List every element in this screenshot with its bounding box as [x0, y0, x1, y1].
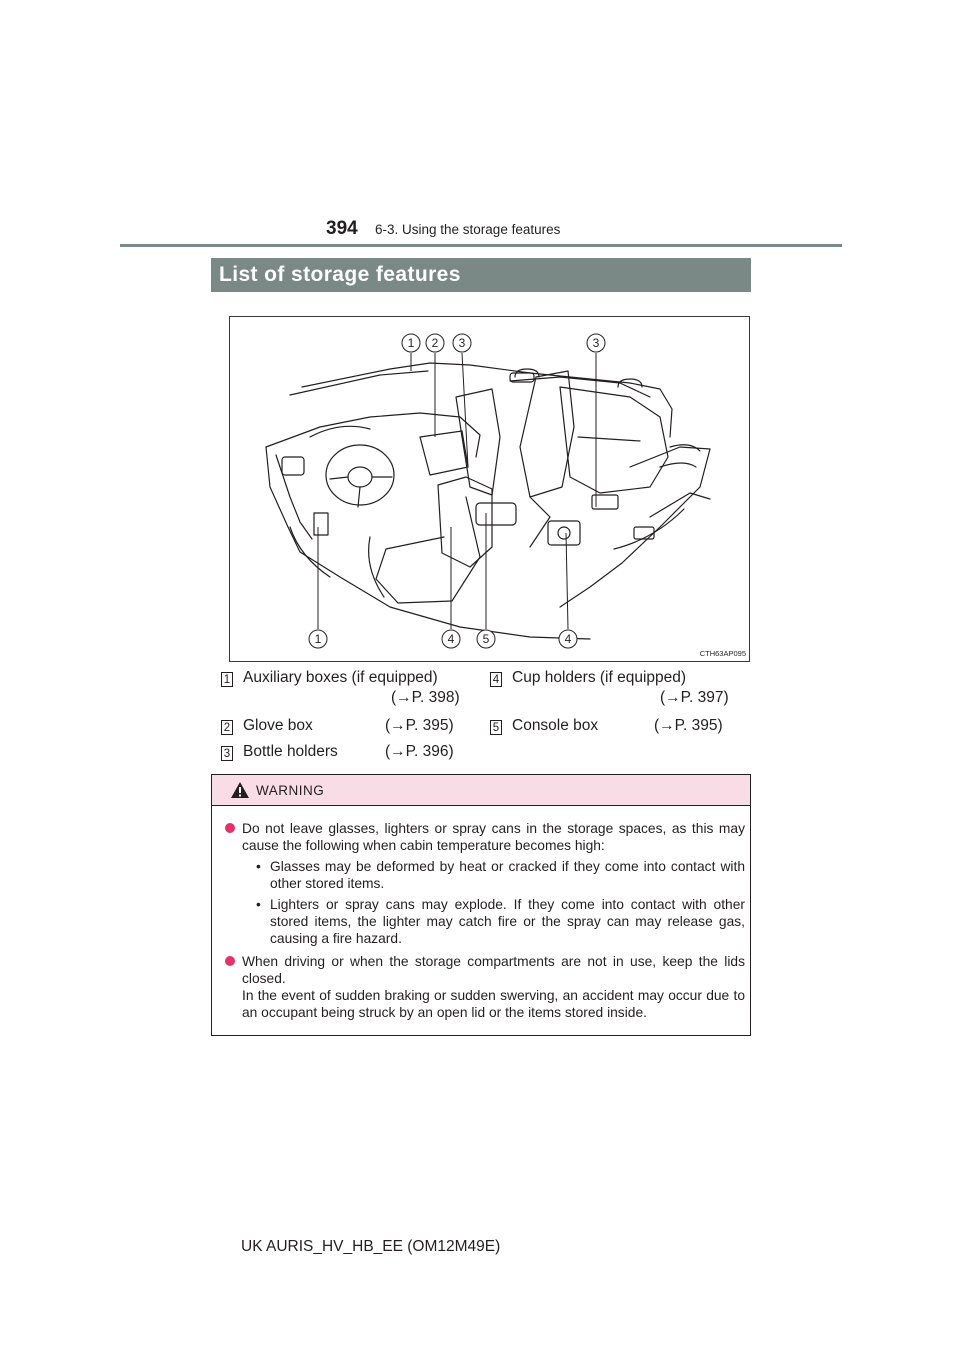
warning-subitem-text: Lighters or spray cans may explode. If they come into contact with other stored items, the lighter may catch fire or the spray can may release gas, causing a fire hazard.: [270, 897, 745, 946]
warning-item-text: Do not leave glasses, lighters or spray cans in the storage spaces, as this may cause the following when cabin temperature becomes high:: [242, 821, 745, 853]
car-interior-figure: [229, 316, 750, 662]
warning-body: [225, 820, 745, 1027]
warning-subitem: [242, 858, 745, 892]
callout-label-1-top: 1: [407, 336, 415, 350]
legend-number: 5: [490, 720, 502, 735]
bullet-icon: •: [256, 897, 261, 912]
page-number: 394: [326, 218, 358, 239]
section-title: 6-3. Using the storage features: [375, 222, 561, 237]
legend-page-ref: (→P. 398): [391, 689, 460, 706]
legend-page-ref: (→P. 397): [660, 689, 729, 706]
warning-subitem: [242, 896, 745, 947]
warning-box: [211, 774, 751, 1036]
callout-label-1-bottom: 1: [314, 632, 322, 646]
legend-label: Glove box: [243, 717, 313, 734]
figure-code: CTH63AP095: [699, 649, 746, 658]
legend-label: Auxiliary boxes (if equipped): [243, 669, 438, 686]
callout-label-4-bottom: 4: [447, 632, 455, 646]
warning-header: [212, 775, 750, 806]
callout-label-4b-bottom: 4: [564, 632, 572, 646]
warning-item: [225, 820, 745, 947]
legend-number: 4: [490, 672, 502, 687]
bullet-dot-icon: [225, 823, 235, 833]
legend-number: 3: [221, 746, 233, 761]
callout-label-3b-top: 3: [592, 336, 600, 350]
header-rule: [120, 244, 842, 247]
legend-label: Console box: [512, 717, 599, 734]
bullet-icon: •: [256, 859, 261, 874]
warning-title: WARNING: [256, 783, 325, 798]
legend-page-ref: (→P. 396): [385, 743, 454, 760]
title-bar: [211, 258, 751, 292]
callout-label-3-top: 3: [458, 336, 466, 350]
page-title: List of storage features: [219, 263, 461, 286]
legend-number: 2: [221, 720, 233, 735]
callout-label-2-top: 2: [431, 336, 439, 350]
warning-triangle-icon: [230, 781, 250, 799]
warning-item-text-2: In the event of sudden braking or sudden swerving, an accident may occur due to an occupant being struck by an open lid or the items stored inside.: [242, 988, 745, 1020]
warning-item-text: When driving or when the storage compartments are not in use, keep the lids closed.: [242, 954, 745, 986]
legend-page-ref: (→P. 395): [385, 717, 454, 734]
warning-item: [225, 953, 745, 1021]
legend-label: Cup holders (if equipped): [512, 669, 687, 686]
legend-number: 1: [221, 672, 233, 687]
warning-subitem-text: Glasses may be deformed by heat or cracked if they come into contact with other stored items.: [270, 859, 745, 891]
callout-label-5-bottom: 5: [482, 632, 490, 646]
legend-page-ref: (→P. 395): [654, 717, 723, 734]
car-interior-illustration: [230, 317, 751, 663]
bullet-dot-icon: [225, 956, 235, 966]
footer-model-code: UK AURIS_HV_HB_EE (OM12M49E): [241, 1238, 501, 1255]
legend-label: Bottle holders: [243, 743, 338, 760]
